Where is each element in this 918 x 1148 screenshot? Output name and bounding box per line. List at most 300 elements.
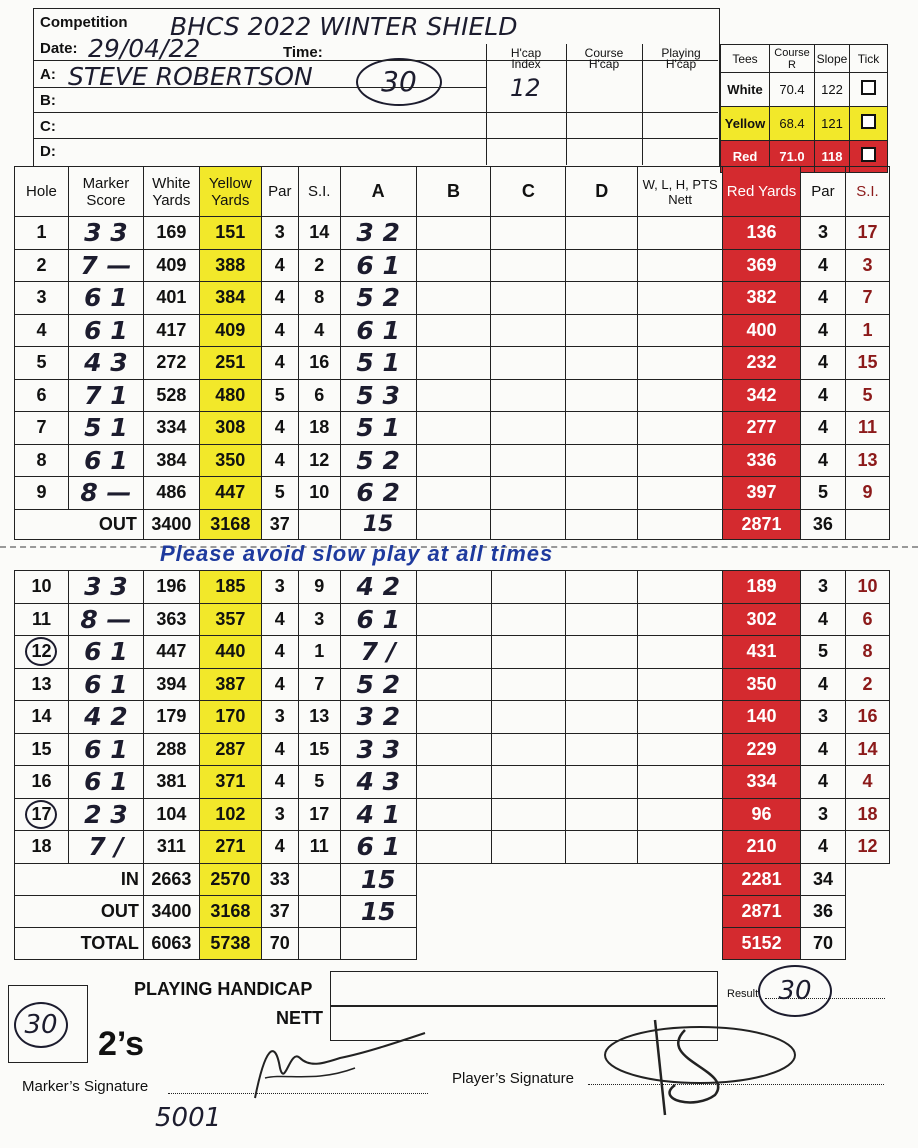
score-c[interactable] xyxy=(491,766,566,799)
score-a[interactable] xyxy=(340,444,416,477)
white-tee-tick[interactable] xyxy=(850,73,888,107)
red-tee-slope: 118 xyxy=(815,141,850,173)
marker-score-text: 6 1 xyxy=(84,669,128,699)
score-b[interactable] xyxy=(416,668,491,701)
marker-score[interactable] xyxy=(68,379,143,412)
score-d[interactable] xyxy=(566,668,638,701)
tees-table xyxy=(720,44,888,173)
wlh-pts[interactable] xyxy=(638,217,723,250)
score-a[interactable] xyxy=(340,412,416,445)
twos-label: 2’s xyxy=(98,1025,145,1063)
totals-red-par: 36 xyxy=(801,895,846,927)
out-red: 2871 xyxy=(723,509,801,539)
table-row xyxy=(15,701,890,734)
marker-signature-scribble xyxy=(245,1028,430,1108)
yellow-tee-slope: 121 xyxy=(815,107,850,141)
score-a-text: 4 2 xyxy=(356,572,400,602)
score-b[interactable] xyxy=(416,444,491,477)
totals-d xyxy=(566,927,638,959)
score-a[interactable] xyxy=(340,477,416,510)
par: 3 xyxy=(261,798,298,831)
yellow-yards: 151 xyxy=(199,217,261,250)
score-d[interactable] xyxy=(566,282,638,315)
score-b[interactable] xyxy=(416,766,491,799)
player-b-label: B: xyxy=(40,92,56,109)
score-b[interactable] xyxy=(416,701,491,734)
competition-value: BHCS 2022 WINTER SHIELD xyxy=(170,12,518,41)
red-yards: 96 xyxy=(723,798,801,831)
yellow-yards: 357 xyxy=(199,603,261,636)
score-a[interactable] xyxy=(340,347,416,380)
marker-score[interactable] xyxy=(68,571,143,604)
hole-number: 5 xyxy=(15,347,69,380)
score-c[interactable] xyxy=(491,668,566,701)
par: 4 xyxy=(261,249,298,282)
marker-score-text: 6 1 xyxy=(84,734,128,764)
red-par: 4 xyxy=(801,668,846,701)
score-d[interactable] xyxy=(566,444,638,477)
out-si xyxy=(298,509,340,539)
totals-row xyxy=(15,895,890,927)
marker-score[interactable] xyxy=(68,477,143,510)
red-par: 4 xyxy=(800,314,845,347)
marker-score[interactable] xyxy=(68,798,143,831)
red-stroke-index: 16 xyxy=(845,701,889,734)
score-d[interactable] xyxy=(566,477,638,510)
score-c[interactable] xyxy=(491,444,566,477)
table-row xyxy=(15,314,890,347)
red-yards: 189 xyxy=(723,571,801,604)
wlh-pts[interactable] xyxy=(638,798,723,831)
score-a[interactable] xyxy=(340,636,416,669)
wlh-pts[interactable] xyxy=(638,379,723,412)
out-yellow: 3168 xyxy=(199,509,261,539)
stroke-index: 4 xyxy=(298,314,340,347)
hole-number: 11 xyxy=(15,603,69,636)
marker-score[interactable] xyxy=(68,412,143,445)
white-yards: 409 xyxy=(143,249,199,282)
score-a[interactable] xyxy=(340,249,416,282)
score-b[interactable] xyxy=(416,217,491,250)
player-d-label: D: xyxy=(40,143,56,160)
time-label: Time: xyxy=(283,44,323,61)
stroke-index: 16 xyxy=(298,347,340,380)
red-par: 3 xyxy=(801,571,846,604)
white-yards: 401 xyxy=(143,282,199,315)
score-b[interactable] xyxy=(416,379,491,412)
totals-red-si xyxy=(845,895,889,927)
red-yards: 400 xyxy=(723,314,801,347)
score-a[interactable] xyxy=(340,798,416,831)
marker-score-text: 6 1 xyxy=(84,283,128,313)
hole-number: 7 xyxy=(15,412,69,445)
score-d[interactable] xyxy=(566,217,638,250)
marker-score[interactable] xyxy=(68,282,143,315)
out-red-si xyxy=(845,509,889,539)
marker-score-text: 7 1 xyxy=(84,380,128,410)
red-stroke-index: 6 xyxy=(845,603,889,636)
red-stroke-index: 3 xyxy=(845,249,889,282)
score-a[interactable] xyxy=(340,571,416,604)
yellow-tee-rating: 68.4 xyxy=(770,107,815,141)
hole-number: 14 xyxy=(15,701,69,734)
table-row xyxy=(15,477,890,510)
score-c[interactable] xyxy=(491,347,566,380)
yellow-yards: 371 xyxy=(199,766,261,799)
stroke-index: 15 xyxy=(298,733,340,766)
markers-signature-label: Marker’s Signature xyxy=(22,1078,149,1095)
score-b[interactable] xyxy=(416,412,491,445)
score-b[interactable] xyxy=(416,571,491,604)
score-b[interactable] xyxy=(416,347,491,380)
score-a[interactable] xyxy=(340,314,416,347)
white-yards: 394 xyxy=(143,668,199,701)
hcap-index-label: H'cap Index xyxy=(510,46,542,71)
totals-white: 6063 xyxy=(143,927,199,959)
score-a[interactable] xyxy=(340,766,416,799)
par: 4 xyxy=(261,412,298,445)
table-row xyxy=(15,766,890,799)
marker-score[interactable] xyxy=(68,701,143,734)
score-b[interactable] xyxy=(416,603,491,636)
totals-wlh xyxy=(638,927,723,959)
score-c[interactable] xyxy=(491,217,566,250)
score-b[interactable] xyxy=(416,798,491,831)
table-row xyxy=(15,636,890,669)
white-yards: 363 xyxy=(143,603,199,636)
header-divider xyxy=(33,87,486,88)
out-b xyxy=(416,509,491,539)
white-yards: 179 xyxy=(143,701,199,734)
col-red: Red Yards xyxy=(723,167,801,217)
score-b[interactable] xyxy=(416,636,491,669)
score-b[interactable] xyxy=(416,831,491,864)
score-c[interactable] xyxy=(491,701,566,734)
marker-score-text: 5 1 xyxy=(84,413,128,443)
score-a-text: 6 1 xyxy=(356,250,400,280)
par: 4 xyxy=(261,766,298,799)
yellow-yards: 480 xyxy=(199,379,261,412)
score-a-text: 5 2 xyxy=(356,669,400,699)
totals-red-par: 70 xyxy=(801,927,846,959)
wlh-pts[interactable] xyxy=(638,347,723,380)
score-d[interactable] xyxy=(566,798,638,831)
hole-number: 3 xyxy=(15,282,69,315)
red-yards: 369 xyxy=(723,249,801,282)
checkbox-icon[interactable] xyxy=(861,114,876,129)
white-yards: 288 xyxy=(143,733,199,766)
marker-score[interactable] xyxy=(68,733,143,766)
wlh-pts[interactable] xyxy=(638,412,723,445)
par: 5 xyxy=(261,379,298,412)
yellow-yards: 447 xyxy=(199,477,261,510)
score-a-text: 6 1 xyxy=(356,315,400,345)
score-a-text: 3 2 xyxy=(356,218,400,248)
back-nine-table xyxy=(14,570,890,960)
score-a[interactable] xyxy=(340,733,416,766)
header-divider xyxy=(642,44,643,165)
stroke-index: 9 xyxy=(298,571,340,604)
wlh-pts[interactable] xyxy=(638,733,723,766)
marker-score-text: 6 1 xyxy=(84,445,128,475)
col-yellow: Yellow Yards xyxy=(199,167,261,217)
table-row xyxy=(15,798,890,831)
score-a-text: 6 1 xyxy=(356,832,400,862)
par: 4 xyxy=(261,347,298,380)
red-yards: 397 xyxy=(723,477,801,510)
red-yards: 277 xyxy=(723,412,801,445)
col-wlh: W, L, H, PTS Nett xyxy=(638,167,723,217)
red-par: 4 xyxy=(801,733,846,766)
marker-score[interactable] xyxy=(68,314,143,347)
score-a-text: 5 1 xyxy=(356,348,400,378)
wlh-pts[interactable] xyxy=(638,766,723,799)
handicap-box-value: 30 xyxy=(14,1002,68,1048)
white-yards: 169 xyxy=(143,217,199,250)
score-a-text: 5 3 xyxy=(356,380,400,410)
score-a-text: 3 2 xyxy=(356,702,400,732)
par: 4 xyxy=(261,603,298,636)
marker-score[interactable] xyxy=(68,831,143,864)
wlh-pts[interactable] xyxy=(638,636,723,669)
score-d[interactable] xyxy=(566,766,638,799)
player-a-label: A: xyxy=(40,66,56,83)
marker-score[interactable] xyxy=(68,347,143,380)
wlh-pts[interactable] xyxy=(638,603,723,636)
yellow-tee-tick[interactable] xyxy=(850,107,888,141)
stroke-index: 8 xyxy=(298,282,340,315)
marker-score[interactable] xyxy=(68,217,143,250)
totals-yellow: 2570 xyxy=(199,863,261,895)
hole-number: 15 xyxy=(15,733,69,766)
score-d[interactable] xyxy=(566,831,638,864)
white-yards: 528 xyxy=(143,379,199,412)
hole-number xyxy=(15,636,69,669)
col-hole: Hole xyxy=(15,167,69,217)
red-par: 4 xyxy=(800,379,845,412)
wlh-pts[interactable] xyxy=(638,831,723,864)
totals-wlh xyxy=(638,895,723,927)
red-yards: 334 xyxy=(723,766,801,799)
stroke-index: 18 xyxy=(298,412,340,445)
red-stroke-index: 4 xyxy=(845,766,889,799)
score-d[interactable] xyxy=(566,347,638,380)
wlh-pts[interactable] xyxy=(638,571,723,604)
score-c[interactable] xyxy=(491,831,566,864)
totals-b xyxy=(416,927,491,959)
score-a[interactable] xyxy=(340,831,416,864)
white-tee-slope: 122 xyxy=(815,73,850,107)
par: 3 xyxy=(261,701,298,734)
score-a[interactable] xyxy=(340,701,416,734)
score-c[interactable] xyxy=(491,282,566,315)
red-stroke-index: 11 xyxy=(845,412,889,445)
red-stroke-index: 13 xyxy=(845,444,889,477)
col-white: White Yards xyxy=(143,167,199,217)
score-c[interactable] xyxy=(491,603,566,636)
totals-a-text: 15 xyxy=(360,864,396,894)
slow-play-banner: Please avoid slow play at all times xyxy=(160,541,554,566)
score-d[interactable] xyxy=(566,314,638,347)
yellow-yards: 387 xyxy=(199,668,261,701)
totals-si xyxy=(298,895,340,927)
totals-white: 2663 xyxy=(143,863,199,895)
totals-a xyxy=(340,863,416,895)
hole-number: 1 xyxy=(15,217,69,250)
marker-score[interactable] xyxy=(68,766,143,799)
score-c[interactable] xyxy=(491,314,566,347)
marker-score[interactable] xyxy=(68,603,143,636)
yellow-yards: 170 xyxy=(199,701,261,734)
score-d[interactable] xyxy=(566,412,638,445)
totals-a xyxy=(340,927,416,959)
table-row xyxy=(15,379,890,412)
tick-header: Tick xyxy=(850,45,888,73)
table-row xyxy=(15,603,890,636)
score-a[interactable] xyxy=(340,282,416,315)
hole-number: 13 xyxy=(15,668,69,701)
totals-par: 37 xyxy=(261,895,298,927)
red-yards: 232 xyxy=(723,347,801,380)
totals-par: 33 xyxy=(261,863,298,895)
yellow-yards: 384 xyxy=(199,282,261,315)
hole-number xyxy=(15,798,69,831)
checkbox-icon[interactable] xyxy=(861,80,876,95)
score-a[interactable] xyxy=(340,668,416,701)
par: 4 xyxy=(261,636,298,669)
result-value: 30 xyxy=(758,965,832,1017)
hole-number-circled: 12 xyxy=(25,637,57,666)
red-yards: 350 xyxy=(723,668,801,701)
wlh-pts[interactable] xyxy=(638,314,723,347)
hole-number: 16 xyxy=(15,766,69,799)
white-tee-name: White xyxy=(721,73,770,107)
stroke-index: 10 xyxy=(298,477,340,510)
marker-score[interactable] xyxy=(68,249,143,282)
score-d[interactable] xyxy=(566,603,638,636)
totals-si xyxy=(298,863,340,895)
score-b[interactable] xyxy=(416,282,491,315)
header-divider xyxy=(486,44,487,165)
marker-score[interactable] xyxy=(68,444,143,477)
white-yards: 196 xyxy=(143,571,199,604)
col-b: B xyxy=(416,167,491,217)
wlh-pts[interactable] xyxy=(638,282,723,315)
score-b[interactable] xyxy=(416,314,491,347)
par: 4 xyxy=(261,314,298,347)
score-c[interactable] xyxy=(491,477,566,510)
table-row xyxy=(15,733,890,766)
wlh-pts[interactable] xyxy=(638,668,723,701)
score-d[interactable] xyxy=(566,636,638,669)
hole-number: 6 xyxy=(15,379,69,412)
stroke-index: 1 xyxy=(298,636,340,669)
score-c[interactable] xyxy=(491,571,566,604)
red-stroke-index: 14 xyxy=(845,733,889,766)
totals-red: 2281 xyxy=(723,863,801,895)
player-a-circled: 30 xyxy=(356,58,442,106)
totals-d xyxy=(566,863,638,895)
marker-score-text: 2 3 xyxy=(84,799,128,829)
score-b[interactable] xyxy=(416,249,491,282)
score-c[interactable] xyxy=(491,733,566,766)
score-d[interactable] xyxy=(566,379,638,412)
par: 4 xyxy=(261,831,298,864)
red-par: 4 xyxy=(801,831,846,864)
red-stroke-index: 10 xyxy=(845,571,889,604)
score-a-text: 5 2 xyxy=(356,283,400,313)
score-c[interactable] xyxy=(491,636,566,669)
wlh-pts[interactable] xyxy=(638,249,723,282)
slope-header: Slope xyxy=(815,45,850,73)
stroke-index: 3 xyxy=(298,603,340,636)
score-b[interactable] xyxy=(416,477,491,510)
red-par: 3 xyxy=(800,217,845,250)
stroke-index: 7 xyxy=(298,668,340,701)
yellow-yards: 308 xyxy=(199,412,261,445)
totals-b xyxy=(416,863,491,895)
score-a-text: 4 1 xyxy=(356,799,400,829)
par: 3 xyxy=(261,571,298,604)
checkbox-icon[interactable] xyxy=(861,147,876,162)
table-row xyxy=(15,571,890,604)
table-row xyxy=(15,347,890,380)
yellow-yards: 185 xyxy=(199,571,261,604)
par: 4 xyxy=(261,282,298,315)
table-row xyxy=(15,249,890,282)
score-c[interactable] xyxy=(491,798,566,831)
score-a[interactable] xyxy=(340,603,416,636)
white-tee-rating: 70.4 xyxy=(770,73,815,107)
nett-label: NETT xyxy=(276,1008,323,1028)
table-row xyxy=(15,668,890,701)
totals-label: IN xyxy=(15,863,144,895)
score-d[interactable] xyxy=(566,249,638,282)
red-yards: 342 xyxy=(723,379,801,412)
col-c: C xyxy=(491,167,566,217)
col-red-par: Par xyxy=(800,167,845,217)
marker-score-text: 4 3 xyxy=(84,348,128,378)
out-label: OUT xyxy=(15,509,144,539)
table-row xyxy=(15,412,890,445)
score-b[interactable] xyxy=(416,733,491,766)
score-c[interactable] xyxy=(491,412,566,445)
totals-c xyxy=(491,895,566,927)
score-a[interactable] xyxy=(340,217,416,250)
wlh-pts[interactable] xyxy=(638,477,723,510)
out-white: 3400 xyxy=(143,509,199,539)
wlh-pts[interactable] xyxy=(638,701,723,734)
score-c[interactable] xyxy=(491,249,566,282)
marker-score[interactable] xyxy=(68,668,143,701)
score-c[interactable] xyxy=(491,379,566,412)
header-divider xyxy=(566,44,567,165)
score-d[interactable] xyxy=(566,701,638,734)
marker-score-text: 3 3 xyxy=(84,218,128,248)
marker-score[interactable] xyxy=(68,636,143,669)
out-a: 15 xyxy=(340,509,416,539)
header-divider xyxy=(33,112,718,113)
player-a-name: STEVE ROBERTSON xyxy=(68,62,313,91)
tees-header: Tees xyxy=(721,45,770,73)
wlh-pts[interactable] xyxy=(638,444,723,477)
hcap-index-value: 12 xyxy=(510,74,541,102)
score-a[interactable] xyxy=(340,379,416,412)
score-d[interactable] xyxy=(566,571,638,604)
yellow-tee-name: Yellow xyxy=(721,107,770,141)
score-d[interactable] xyxy=(566,733,638,766)
totals-si xyxy=(298,927,340,959)
